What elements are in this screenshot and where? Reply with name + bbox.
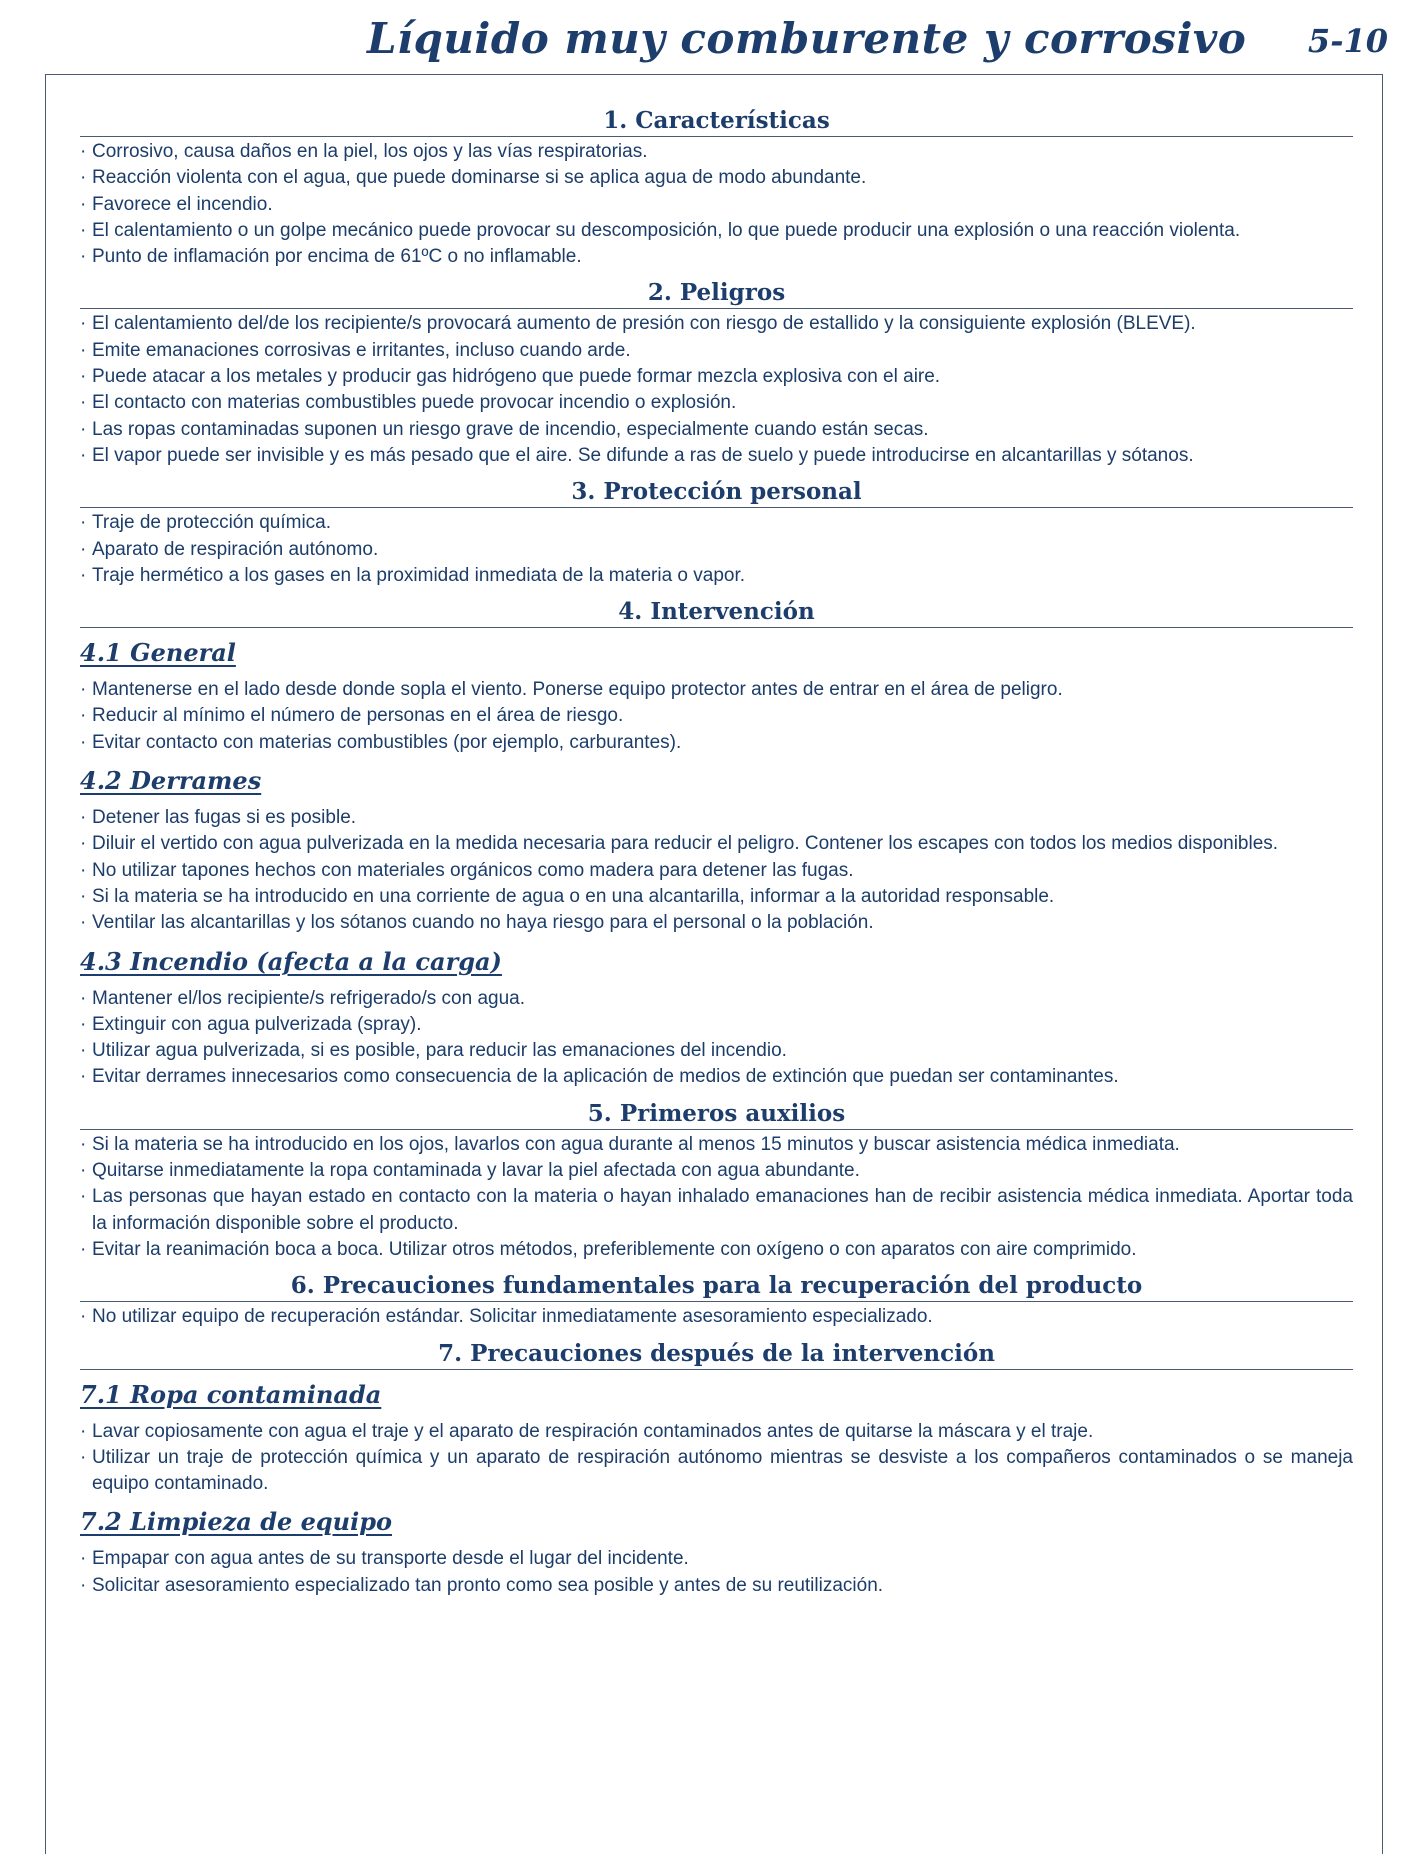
list-item: · Punto de inflamación por encima de 61ºC o no inflamable.	[80, 244, 1353, 270]
list-item: · Las personas que hayan estado en contacto con la materia o hayan inhalado emanaciones han de recibir asistencia médica inmediata. Aportar toda la información disponible sobre el producto.	[80, 1184, 1353, 1237]
list-item: · El contacto con materias combustibles puede provocar incendio o explosión.	[80, 390, 1353, 416]
list-item: · Mantenerse en el lado desde donde sopla el viento. Ponerse equipo protector antes de entrar en el área de peligro.	[80, 677, 1353, 703]
subsection-4-1-general-heading: 4.1 General	[80, 638, 236, 668]
section-1-caracteristicas-list	[80, 139, 1353, 270]
list-item: · Diluir el vertido con agua pulverizada en la medida necesaria para reducir el peligro. Contener los escapes con todos los medios disponibles.	[80, 831, 1353, 857]
section-5-primeros-auxilios-heading: 5. Primeros auxilios	[80, 1101, 1353, 1130]
subsection-4-2-derrames-heading: 4.2 Derrames	[80, 766, 262, 796]
list-item: · No utilizar tapones hechos con materiales orgánicos como madera para detener las fugas.	[80, 858, 1353, 884]
document-body	[80, 108, 1353, 1599]
list-item: · Utilizar un traje de protección química y un aparato de respiración autónomo mientras se desviste a los compañeros contaminados o se maneja equipo contaminado.	[80, 1445, 1353, 1498]
list-item: · Solicitar asesoramiento especializado tan pronto como sea posible y antes de su reutilización.	[80, 1573, 1353, 1599]
list-item: · Empapar con agua antes de su transporte desde el lugar del incidente.	[80, 1546, 1353, 1572]
subsection-7-2-limpieza-de-equipo-heading: 7.2 Limpieza de equipo	[80, 1507, 393, 1537]
subsection-7-1-ropa-contaminada-heading: 7.1 Ropa contaminada	[80, 1379, 382, 1409]
list-item: · Reacción violenta con el agua, que puede dominarse si se aplica agua de modo abundante.	[80, 165, 1353, 191]
list-item: · Favorece el incendio.	[80, 192, 1353, 218]
list-item: · Puede atacar a los metales y producir gas hidrógeno que puede formar mezcla explosiva con el aire.	[80, 364, 1353, 390]
list-item: · Lavar copiosamente con agua el traje y el aparato de respiración contaminados antes de quitarse la máscara y el traje.	[80, 1419, 1353, 1445]
list-item: · Las ropas contaminadas suponen un riesgo grave de incendio, especialmente cuando están secas.	[80, 417, 1353, 443]
page-number: 5-10	[1307, 22, 1388, 60]
list-item: · Si la materia se ha introducido en una corriente de agua o en una alcantarilla, informar a la autoridad responsable.	[80, 884, 1353, 910]
list-item: · Traje hermético a los gases en la proximidad inmediata de la materia o vapor.	[80, 563, 1353, 589]
subsection-4-3-incendio-afecta-a-la-carga-list	[80, 986, 1353, 1091]
list-item: · Corrosivo, causa daños en la piel, los ojos y las vías respiratorias.	[80, 139, 1353, 165]
subsection-7-1-ropa-contaminada-list	[80, 1419, 1353, 1498]
list-item: · Quitarse inmediatamente la ropa contaminada y lavar la piel afectada con agua abundante.	[80, 1158, 1353, 1184]
list-item: · Extinguir con agua pulverizada (spray).	[80, 1012, 1353, 1038]
section-1-caracteristicas-heading: 1. Características	[80, 108, 1353, 137]
list-item: · El vapor puede ser invisible y es más pesado que el aire. Se difunde a ras de suelo y puede introducirse en alcantarillas y sótanos.	[80, 443, 1353, 469]
section-7-precauciones-despues-de-la-intervencion-heading: 7. Precauciones después de la intervención	[80, 1341, 1353, 1370]
section-6-precauciones-fundamentales-para-la-recuperacion-del-producto-list	[80, 1304, 1353, 1330]
section-2-peligros-list	[80, 311, 1353, 469]
section-3-proteccion-personal-heading: 3. Protección personal	[80, 479, 1353, 508]
section-3-proteccion-personal-list	[80, 510, 1353, 589]
list-item: · Reducir al mínimo el número de personas en el área de riesgo.	[80, 703, 1353, 729]
list-item: · El calentamiento del/de los recipiente/s provocará aumento de presión con riesgo de estallido y la consiguiente explosión (BLEVE).	[80, 311, 1353, 337]
subsection-7-2-limpieza-de-equipo-list	[80, 1546, 1353, 1599]
list-item: · Utilizar agua pulverizada, si es posible, para reducir las emanaciones del incendio.	[80, 1038, 1353, 1064]
page-header	[0, 0, 1408, 72]
section-6-precauciones-fundamentales-para-la-recuperacion-del-producto-heading: 6. Precauciones fundamentales para la recuperación del producto	[80, 1273, 1353, 1302]
document-title: Líquido muy comburente y corrosivo	[367, 14, 1247, 63]
list-item: · No utilizar equipo de recuperación estándar. Solicitar inmediatamente asesoramiento especializado.	[80, 1304, 1353, 1330]
subsection-4-3-incendio-afecta-a-la-carga-heading: 4.3 Incendio (afecta a la carga)	[80, 946, 502, 976]
subsection-4-2-derrames-list	[80, 805, 1353, 936]
list-item: · El calentamiento o un golpe mecánico puede provocar su descomposición, lo que puede producir una explosión o una reacción violenta.	[80, 218, 1353, 244]
list-item: · Si la materia se ha introducido en los ojos, lavarlos con agua durante al menos 15 minutos y buscar asistencia médica inmediata.	[80, 1132, 1353, 1158]
list-item: · Detener las fugas si es posible.	[80, 805, 1353, 831]
subsection-4-1-general-list	[80, 677, 1353, 756]
list-item: · Aparato de respiración autónomo.	[80, 537, 1353, 563]
section-4-intervencion-heading: 4. Intervención	[80, 599, 1353, 628]
list-item: · Mantener el/los recipiente/s refrigerado/s con agua.	[80, 986, 1353, 1012]
list-item: · Emite emanaciones corrosivas e irritantes, incluso cuando arde.	[80, 338, 1353, 364]
list-item: · Traje de protección química.	[80, 510, 1353, 536]
section-2-peligros-heading: 2. Peligros	[80, 280, 1353, 309]
list-item: · Ventilar las alcantarillas y los sótanos cuando no haya riesgo para el personal o la población.	[80, 910, 1353, 936]
list-item: · Evitar la reanimación boca a boca. Utilizar otros métodos, preferiblemente con oxígeno o con aparatos con aire comprimido.	[80, 1237, 1353, 1263]
list-item: · Evitar contacto con materias combustibles (por ejemplo, carburantes).	[80, 730, 1353, 756]
list-item: · Evitar derrames innecesarios como consecuencia de la aplicación de medios de extinción que puedan ser contaminantes.	[80, 1064, 1353, 1090]
section-5-primeros-auxilios-list	[80, 1132, 1353, 1263]
